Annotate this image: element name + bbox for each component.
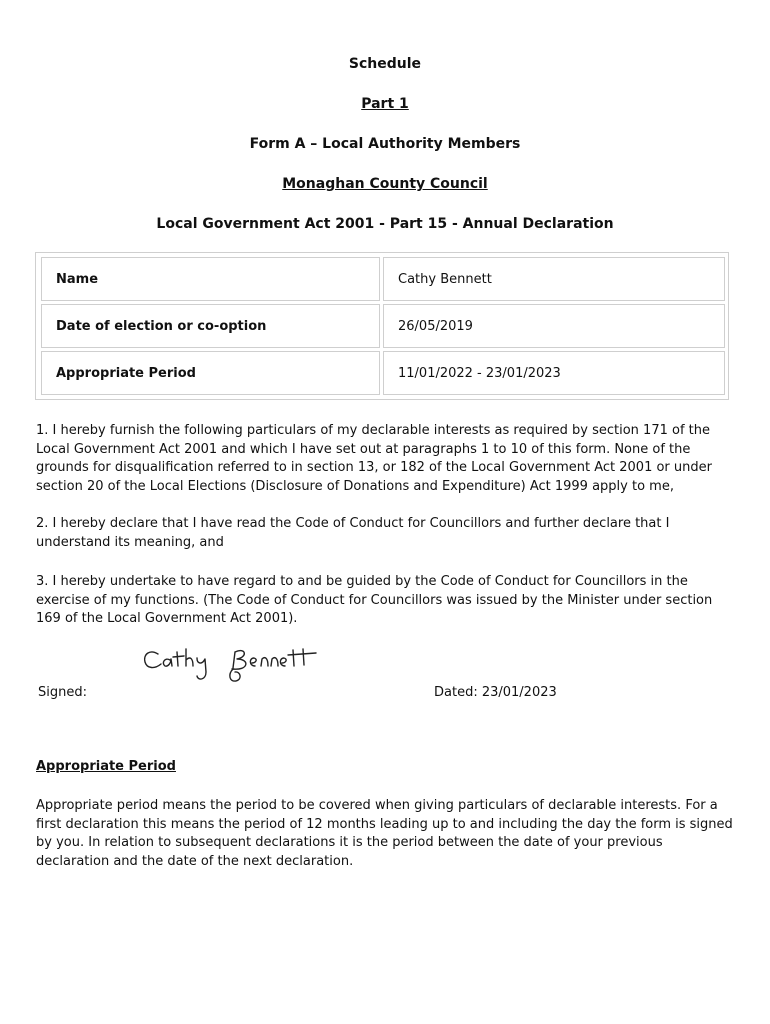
declaration-paragraph-3: 3. I hereby undertake to have regard to and be guided by the Code of Conduct for Councillors in the exercise of my functions. (The Code of Conduct for Councillors was issued by the Minister under section 169 of the Local Government Act 2001).: [36, 574, 713, 626]
dated-label: Dated: 23/01/2023: [434, 685, 557, 700]
signature-text: Cathy Bennett: [140, 689, 148, 690]
name-value: Cathy Bennett: [383, 257, 725, 301]
election-date-label: Date of election or co-option: [41, 304, 380, 348]
appropriate-period-text: Appropriate period means the period to be covered when giving particulars of declarable interests. For a first declaration this means the period of 12 months leading up to and including the day the form is signed by you. In relation to subsequent declarations it is the period between the date of your previous declaration and the date of the next declaration.: [36, 798, 733, 869]
appropriate-period-heading: Appropriate Period: [36, 759, 176, 774]
signed-label: Signed:: [38, 685, 87, 700]
details-table: [35, 252, 729, 400]
name-label: Name: [41, 257, 380, 301]
declaration-paragraph-1: 1. I hereby furnish the following particulars of my declarable interests as required by section 171 of the Local Government Act 2001 and which I have set out at paragraphs 1 to 10 of this form. None of the grounds for disqualification referred to in section 13, or 182 of the Local Government Act 2001 or under section 20 of the Local Elections (Disclosure of Donations and Expenditure) Act 1999 apply to me,: [36, 423, 712, 494]
period-value: 11/01/2022 - 23/01/2023: [383, 351, 725, 395]
handwritten-signature: [140, 644, 340, 690]
form-title: Form A – Local Authority Members: [249, 136, 521, 152]
part-heading: Part 1: [361, 96, 409, 112]
schedule-heading: Schedule: [348, 56, 422, 72]
election-date-value: 26/05/2019: [383, 304, 725, 348]
act-title: Local Government Act 2001 - Part 15 - Annual Declaration: [156, 216, 614, 232]
declaration-paragraph-2: 2. I hereby declare that I have read the Code of Conduct for Councillors and further declare that I understand its meaning, and: [36, 516, 670, 550]
council-name: Monaghan County Council: [282, 176, 488, 192]
period-label: Appropriate Period: [41, 351, 380, 395]
